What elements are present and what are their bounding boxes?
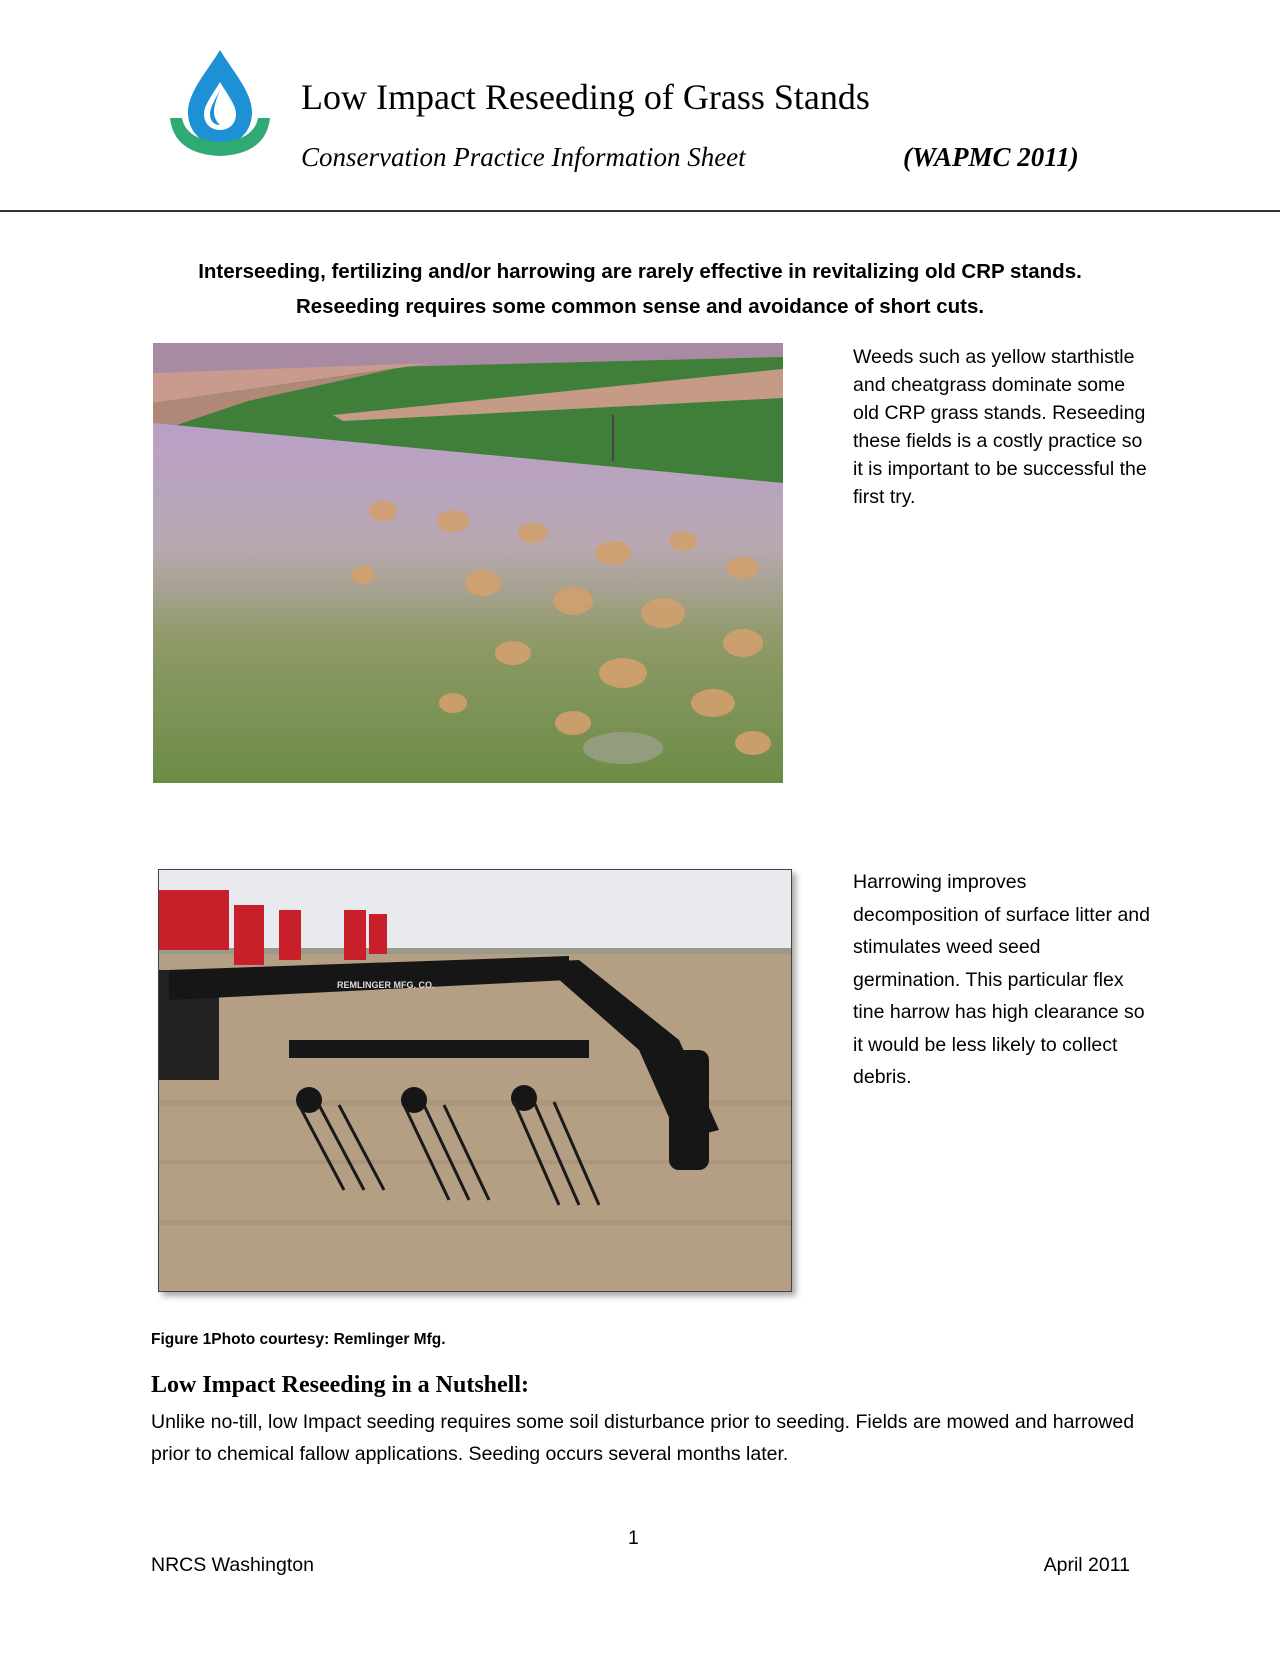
nutshell-heading: Low Impact Reseeding in a Nutshell: [151,1372,530,1398]
footer-organization: NRCS Washington [151,1554,314,1576]
document-subtitle: Conservation Practice Information Sheet [301,142,746,172]
page-number: 1 [628,1527,639,1549]
intro-line-1: Interseeding, fertilizing and/or harrowing are rarely effective in revitalizing old CRP stands. [198,260,1082,283]
hillside-weeds-photo [153,343,783,783]
header-divider [0,210,1280,212]
weeds-description: Weeds such as yellow starthistle and cheatgrass dominate some old CRP grass stands. Reseeding these fields is a costly practice so it is important to be successful the first try. [853,346,1147,508]
intro-statement [120,254,1160,324]
document-title: Low Impact Reseeding of Grass Stands [301,77,870,117]
intro-line-2: Reseeding requires some common sense and avoidance of short cuts. [295,295,985,318]
footer-date: April 2011 [1043,1554,1130,1576]
figure-caption: Figure 1Photo courtesy: Remlinger Mfg. [151,1331,446,1348]
harrow-brand-label: REMLINGER MFG. CO. [337,980,435,990]
harrow-description: Harrowing improves decomposition of surface litter and stimulates weed seed germination. This particular flex tine harrow has high clearance so it would be less likely to collect debris. [853,871,1150,1088]
nutshell-body: Unlike no-till, low Impact seeding requires some soil disturbance prior to seeding. Fields are mowed and harrowed prior to chemical fallow applications. Seeding occurs several months later. [151,1411,1135,1465]
document-code: (WAPMC 2011) [903,142,1079,172]
harrow-photo [158,869,792,1292]
water-drop-logo-icon [166,48,274,158]
